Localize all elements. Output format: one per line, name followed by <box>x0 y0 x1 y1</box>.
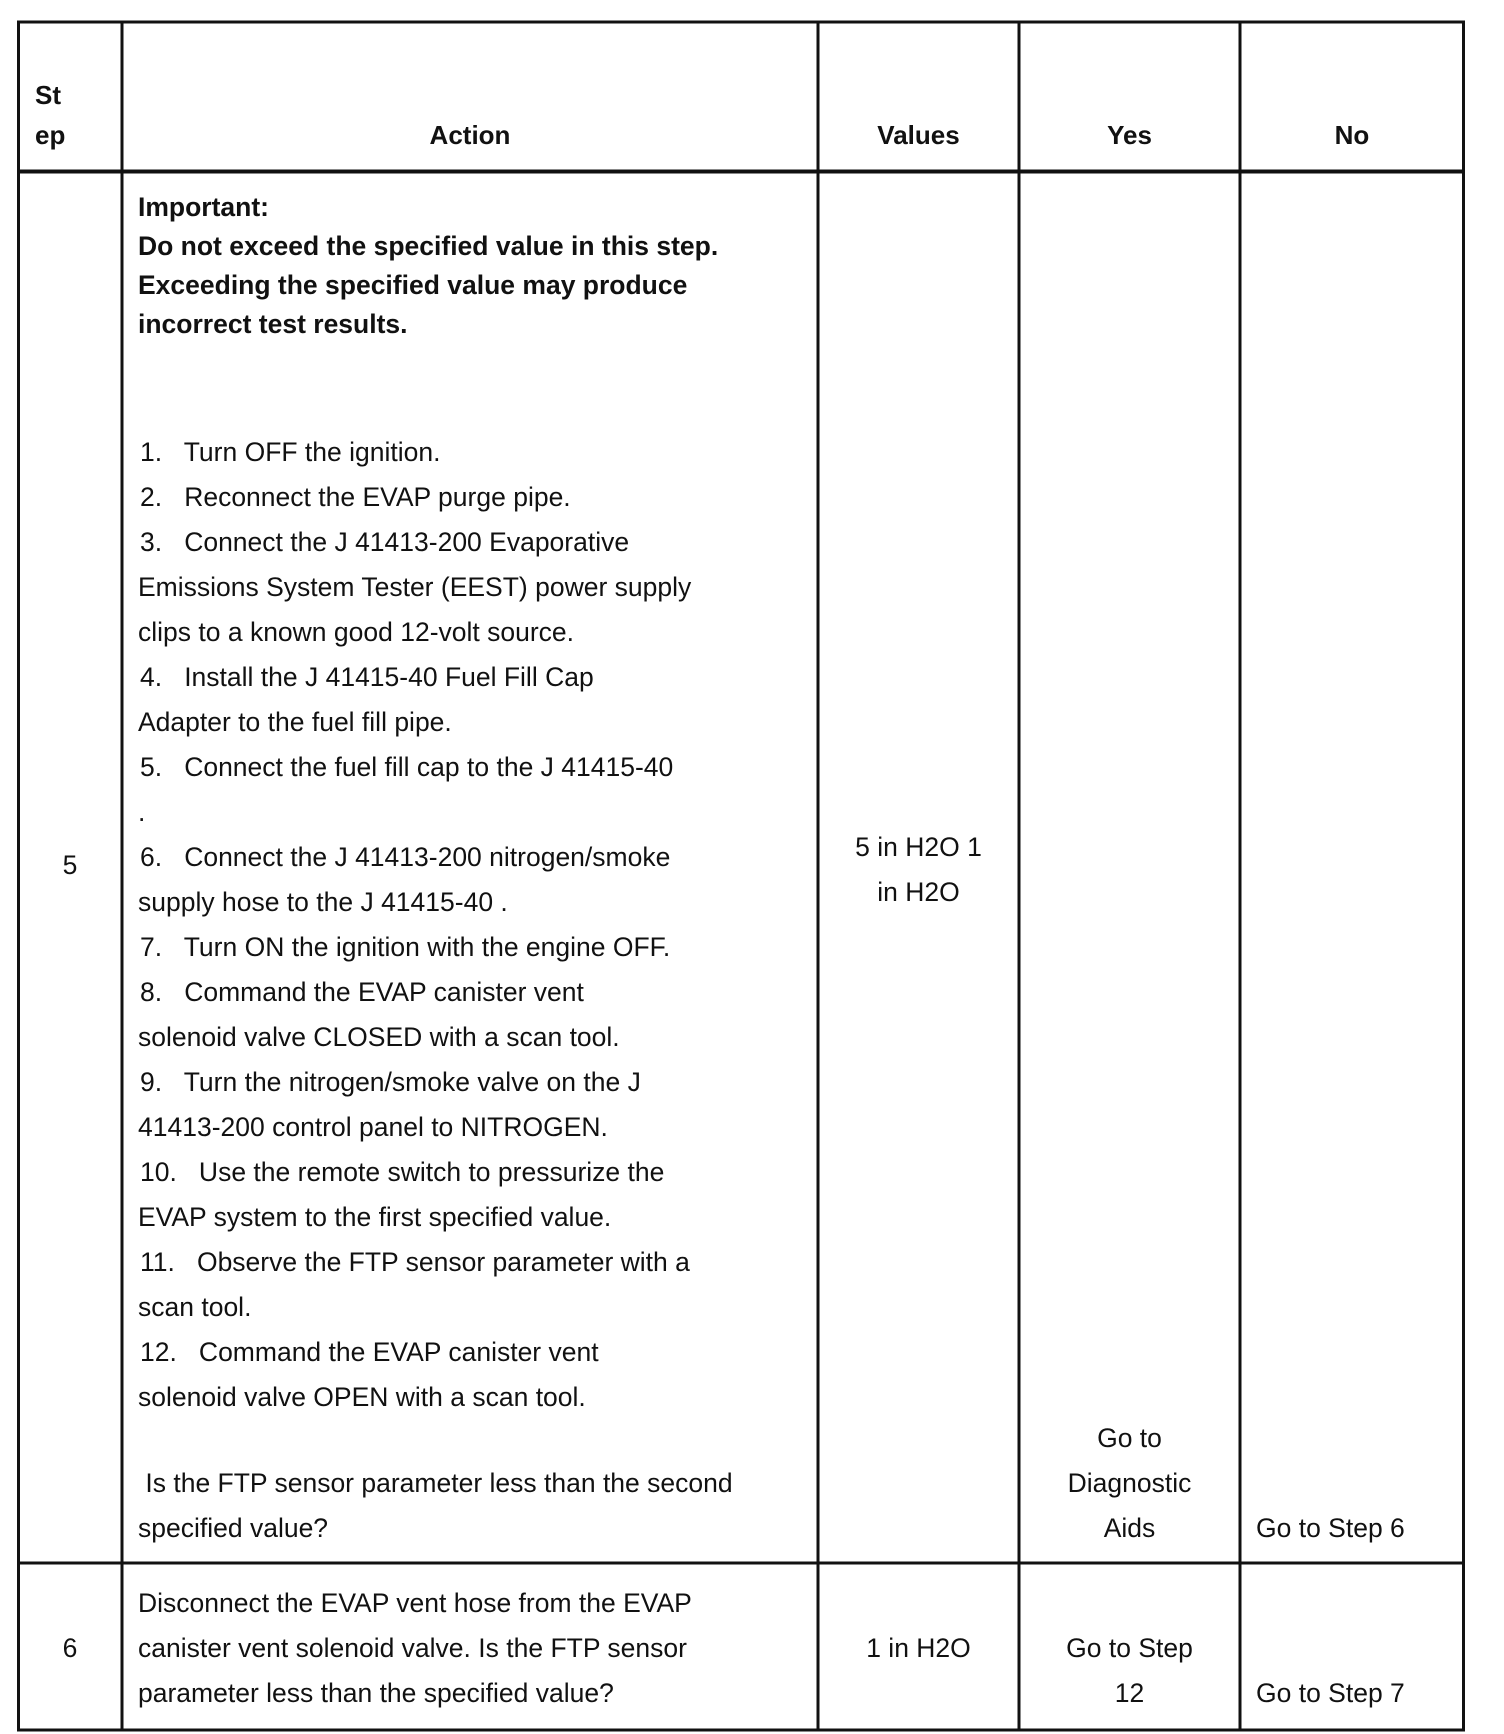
yes-line: Go to Step <box>1066 1633 1193 1663</box>
procedure-line: solenoid valve CLOSED with a scan tool. <box>138 1022 620 1052</box>
procedure-line: Emissions System Tester (EEST) power supply <box>138 572 692 602</box>
procedure-line: Adapter to the fuel fill pipe. <box>138 707 452 737</box>
procedure-line: 4. Install the J 41415-40 Fuel Fill Cap <box>140 662 594 692</box>
procedure-line: 41413-200 control panel to NITROGEN. <box>138 1112 608 1142</box>
header-step-line1: St <box>35 80 61 110</box>
header-action: Action <box>429 120 511 150</box>
procedure-line: 2. Reconnect the EVAP purge pipe. <box>140 482 571 512</box>
procedure-line: 8. Command the EVAP canister vent <box>140 977 584 1007</box>
procedure-line: 10. Use the remote switch to pressurize the <box>140 1157 665 1187</box>
procedure-line: EVAP system to the first specified value. <box>138 1202 612 1232</box>
step-number: 5 <box>62 850 78 880</box>
procedure-line: 1. Turn OFF the ignition. <box>140 437 441 467</box>
value-line: 5 in H2O 1 <box>855 832 982 862</box>
value-line: in H2O <box>877 877 960 907</box>
yes-line: Aids <box>1103 1513 1156 1543</box>
yes-line: Go to <box>1097 1423 1162 1453</box>
procedure-line: 6. Connect the J 41413-200 nitrogen/smoke <box>140 842 671 872</box>
no-cell: Go to Step 6 <box>1256 1513 1405 1543</box>
important-title: Important: <box>138 192 270 222</box>
header-yes: Yes <box>1107 120 1152 150</box>
yes-line: 12 <box>1114 1678 1145 1708</box>
question-line: Is the FTP sensor parameter less than the second <box>138 1468 733 1498</box>
procedure-line: 12. Command the EVAP canister vent <box>140 1337 599 1367</box>
procedure-line: clips to a known good 12-volt source. <box>138 617 575 647</box>
yes-line: Diagnostic <box>1067 1468 1192 1498</box>
important-line: Do not exceed the specified value in this step. <box>138 231 719 261</box>
procedure-line: solenoid valve OPEN with a scan tool. <box>138 1382 586 1412</box>
important-line: Exceeding the specified value may produce <box>138 270 688 300</box>
procedure-line: 11. Observe the FTP sensor parameter with a <box>140 1247 690 1277</box>
action-line: Disconnect the EVAP vent hose from the EVAP <box>138 1588 692 1618</box>
procedure-line: scan tool. <box>138 1292 252 1322</box>
header-values: Values <box>877 120 960 150</box>
procedure-line: 3. Connect the J 41413-200 Evaporative <box>140 527 630 557</box>
header-step-line2: ep <box>35 120 66 150</box>
important-line: incorrect test results. <box>138 309 408 339</box>
procedure-line: 7. Turn ON the ignition with the engine OFF. <box>140 932 671 962</box>
action-line: canister vent solenoid valve. Is the FTP sensor <box>138 1633 687 1663</box>
values-cell: 1 in H2O <box>866 1633 971 1663</box>
no-cell: Go to Step 7 <box>1256 1678 1405 1708</box>
step-number: 6 <box>62 1633 78 1663</box>
procedure-line: . <box>138 797 146 827</box>
procedure-line: supply hose to the J 41415-40 . <box>138 887 508 917</box>
header-no: No <box>1334 120 1370 150</box>
procedure-line: 5. Connect the fuel fill cap to the J 41415-40 <box>140 752 674 782</box>
action-line: parameter less than the specified value? <box>138 1678 614 1708</box>
question-line: specified value? <box>138 1513 329 1543</box>
procedure-line: 9. Turn the nitrogen/smoke valve on the J <box>140 1067 641 1097</box>
